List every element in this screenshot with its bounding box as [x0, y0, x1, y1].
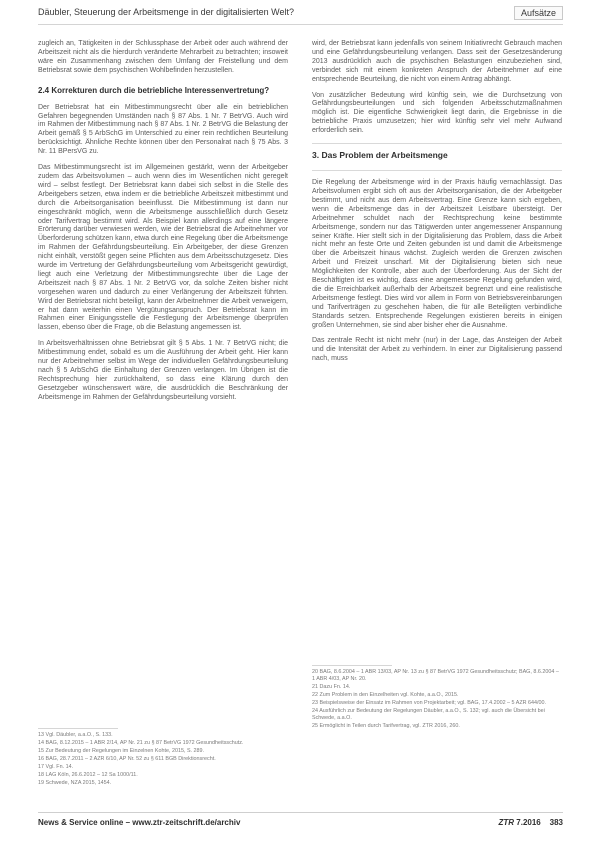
- journal-name: ZTR: [498, 818, 515, 827]
- heading-2-4: 2.4 Korrekturen durch die betriebliche Interessenvertretung?: [38, 85, 270, 95]
- footnote: 18 LAG Köln, 26.6.2012 – 12 Sa 1000/11.: [38, 772, 138, 778]
- footnote: 17 Vgl. Fn. 14.: [38, 764, 74, 770]
- footnote: 23 Beispielsweise der Einsatz im Rahmen von Projektarbeit; vgl. BAG, 17.4.2002 – 5 AZR 644/00.: [312, 700, 547, 706]
- footnote: 15 Zur Bedeutung der Regelungen im Einzelnen Kohte, 2015, S. 289.: [38, 748, 205, 754]
- right-paragraph-3: Die Regelung der Arbeitsmenge wird in der Praxis häufig vernachlässigt. Das Arbeitsvolumen ergibt sich oft aus der Arbeitsorganisation, die der Arbeitgeber bestimmt, und nicht aus dem Arbeitsvertrag. Eine Grenze kann sich ergeben, wenn die Arbeitsmenge das in der Arbeitszeit Leistbare übersteigt. Der Arbeitnehmer schuldet nach der Rechtsprechung keine bestimmte Arbeitsmenge, sondern nur das Tätigwerden unter angemessener Anspannung seiner Kräfte. Hier stellt sich in der Digitalisierung das Problem, dass die Arbeit nicht mehr an feste Orte und Zeiten gebunden ist und damit die Arbeitsmenge über die Arbeitszeit hinaus wächst. Zugleich werden die Grenzen zwischen Arbeit und Freizeit unscharf. Mit der Digitalisierung bieten sich neue Möglichkeiten der Kontrolle, aber auch der Überforderung. Aus der Sicht der Beschäftigten ist es wichtig, dass eine angemessene Regelung gefunden wird, die die Erreichbarkeit außerhalb der Arbeitszeit begrenzt und eine realistische Arbeitsmenge festlegt. Dies wird vor allem in Form von Betriebsvereinbarungen und Tarifverträgen zu geschehen haben, die für alle Beteiligten verbindliche Standards setzen. Entsprechende Regelungen existieren bereits in einigen großen Unternehmen, sie sind aber bisher eher die Ausnahme.: [312, 179, 562, 329]
- footnote: 13 Vgl. Däubler, a.a.O., S. 133.: [38, 732, 113, 738]
- journal-info: [498, 818, 563, 827]
- journal-issue: 7.2016: [516, 818, 541, 827]
- footnotes-right: [312, 665, 562, 731]
- footnote: 25 Ermöglicht in Teilen durch Tarifvertrag, vgl. ZTR 2016, 260.: [312, 723, 460, 729]
- footnote: 24 Ausführlich zur Bedeutung der Regelungen Däubler, a.a.O., S. 132; vgl. auch die Übersicht bei Schwede, a.a.O.: [312, 708, 545, 721]
- footer-link[interactable]: News & Service online – www.ztr-zeitschrift.de/archiv: [38, 818, 241, 827]
- footnote: 14 BAG, 8.12.2015 – 1 ABR 2/14, AP Nr. 21 zu § 87 BetrVG 1972 Gesundheitsschutz.: [38, 740, 244, 746]
- footnote: 22 Zum Problem in den Einzelheiten vgl. Kohte, a.a.O., 2015.: [312, 692, 459, 698]
- right-paragraph-2: Von zusätzlicher Bedeutung wird künftig sein, wie die Durchsetzung von Gefährdungsbeurteilungen und sich folgenden Arbeitsschutzmaßnahmen möglich ist. Die eigentliche Schwierigkeit liegt darin, die Ergebnisse in die betriebliche Praxis umzusetzen; hier wird künftig sehr viel mehr Aufwand erforderlich sein.: [312, 91, 562, 135]
- footnotes-left: [38, 728, 288, 788]
- footer-rule: [38, 812, 563, 813]
- right-column: [312, 40, 562, 371]
- heading-3: 3. Das Problem der Arbeitsmenge: [312, 150, 448, 161]
- left-column: [38, 40, 288, 410]
- page-number: 383: [549, 818, 563, 827]
- page-header: [0, 0, 601, 26]
- left-paragraph-2: Der Betriebsrat hat ein Mitbestimmungsrecht über alle ein betrieblichen Gefahren begegnenden Umständen nach § 87 Abs. 1 Nr. 7 BetrVG. Auch wird im Rahmen der Mitbestimmung nach § 87 Abs. 1 Nr. 2 BetrVG die Belastung der Arbeit gemäß § 5 ArbSchG im Unterschied zu einer rein rechtlichen Beurteilung berücksichtigt. Ähnliche Rechte können über den Personalrat nach § 75 Abs. 3 Nr. 11 BPersVG zu.: [38, 103, 288, 156]
- header-rule: [38, 24, 563, 25]
- footnote: 16 BAG, 28.7.2011 – 2 AZR 6/10, AP Nr. 52 zu § 611 BGB Direktionsrecht.: [38, 756, 216, 762]
- footnote: 19 Schwede, NZA 2015, 1454.: [38, 780, 112, 786]
- section-label: Aufsätze: [514, 6, 563, 20]
- left-paragraph-4: In Arbeitsverhältnissen ohne Betriebsrat gilt § 5 Abs. 1 Nr. 7 BetrVG nicht; die Mitbestimmung endet, sobald es um die Ausführung der Arbeit geht. Hier kann nur der Arbeitnehmer selbst im Wege der individuellen Gefährdungsbeurteilung nach § 5 ArbSchG die Einhaltung der Grenzen verlangen. Im Übrigen ist die Rechtsprechung hier zurückhaltend, so dass eine Klärung durch den Gesetzgeber wünschenswert wäre, die ausdrücklich die Beschränkung der Arbeitsmenge im Rahmen der Gefährdungsbeurteilung vorsieht.: [38, 340, 288, 401]
- footnote-rule: [38, 728, 118, 729]
- section-3-box: [312, 143, 562, 171]
- footnote-rule: [312, 665, 392, 666]
- running-title: Däubler, Steuerung der Arbeitsmenge in der digitalisierten Welt?: [38, 7, 294, 17]
- left-paragraph-3: Das Mitbestimmungsrecht ist im Allgemeinen gestärkt, wenn der Arbeitgeber zudem das Arbeitsvolumen – auch wenn dies im Wesentlichen nicht geregelt wird – selbst festlegt. Der Betriebsrat kann dabei sich selbst in die Stelle des Arbeitgebers setzen, etwa indem er die betriebliche Arbeitszeit mitbestimmt und durch die Arbeitsorganisation beeinflusst. Die Mitbestimmung ist dann nur eingeschränkt möglich, wenn die Arbeitsmenge ausschließlich durch Gesetz oder Tarifvertrag bestimmt wird. Als Beispiel kann allerdings auf eine längere Erörterung darüber verwiesen werden, wie der Betriebsrat die Arbeitnehmer vor Überforderung schützen kann, etwa durch eine Regelung über die Arbeitsmenge im Rahmen der Gefährdungsbeurteilung. Ein Arbeitgeber, der diese Grenzen nicht einhält, verstößt gegen seine Pflichten aus dem Arbeitsschutzgesetz. Dies wurde im Vertretung der Gefährdungsbeurteilung vom Arbeitsgericht gewürdigt, liegt auch eine Verletzung der Mitbestimmungsrechte über die Lage der Arbeitszeit nach § 87 Abs. 1 Nr. 2 BetrVG vor, da solche Zeiten bisher nicht vorgesehen waren und dadurch zu einer Verlängerung der Arbeitszeit führten. Wird der Betriebsrat nicht beteiligt, kann der Arbeitnehmer die Arbeit verweigern, er hat dann weiterhin einen Vergütungsanspruch. Der Betriebsrat kann im Rahmen einer Einigungsstelle die Festlegung der Arbeitsmenge überprüfen lassen, ebenso über die Frage, ob die Belastung angemessen ist.: [38, 164, 288, 332]
- footnote: 21 Dazu Fn. 14.: [312, 684, 351, 690]
- page-footer: [38, 812, 563, 828]
- left-paragraph-1: zugleich an, Tätigkeiten in der Schlussphase der Arbeit oder auch während der Arbeitszeit nicht als die hierdurch veränderte Mehrarbeit zu betrachten; insoweit wäre ein Zusammenhang zwischen dem Umfang der Freistellung und dem Betriebsrat sowie dem psychischen Wohlbefinden herzustellen.: [38, 40, 288, 74]
- right-paragraph-1: wird, der Betriebsrat kann jedenfalls von seinem Initiativrecht Gebrauch machen und eine Gefährdungsbeurteilung verlangen. Dass seit der Gesetzesänderung 2013 ausdrücklich auch die psychischen Belastungen einzubeziehen sind, verbindet sich mit einem konkreten Anspruch der Arbeitnehmer auf eine entsprechende Beurteilung, die nicht von einem Antrag abhängt.: [312, 40, 562, 83]
- footnote: 20 BAG, 8.6.2004 – 1 ABR 13/03, AP Nr. 13 zu § 87 BetrVG 1972 Gesundheitsschutz; BAG, 8.6.2004 – 1 ABR 4/03, AP Nr. 20.: [312, 669, 559, 682]
- right-paragraph-4: Das zentrale Recht ist nicht mehr (nur) in der Lage, das Ansteigen der Arbeit und die Intensität der Arbeit zu verhindern. In einer zur Digitalisierung passend nach, muss: [312, 337, 562, 363]
